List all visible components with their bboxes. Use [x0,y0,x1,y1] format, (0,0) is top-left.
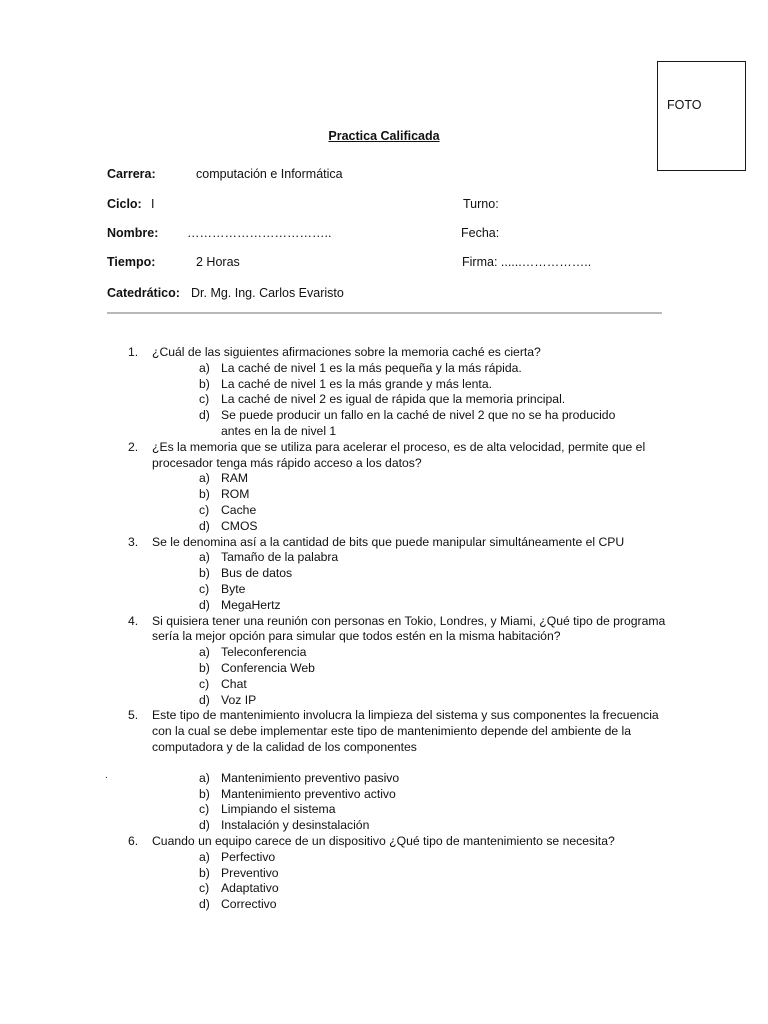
tiempo-label: Tiempo: [107,255,156,269]
carrera-value: computación e Informática [196,167,343,181]
option-item [199,897,668,913]
stray-mark: . [105,770,108,781]
option-text: Instalación y desinstalación [221,818,370,833]
firma-label: Firma: ......…………….. [462,255,592,269]
tiempo-value: 2 Horas [196,255,240,269]
photo-box [657,61,746,171]
option-list [152,361,668,440]
nombre-label: Nombre: [107,226,159,240]
option-item [199,566,668,582]
option-item [199,850,668,866]
question-5 [128,708,668,834]
option-text: Byte [221,581,246,596]
question-number: 1. [128,345,139,359]
option-text: Mantenimiento preventivo activo [221,786,396,801]
option-letter: d) [199,692,210,707]
option-text: Mantenimiento preventivo pasivo [221,770,400,785]
option-list [152,771,668,834]
option-letter: c) [199,502,210,517]
ciclo-label: Ciclo: [107,197,142,211]
carrera-label: Carrera: [107,167,156,181]
option-letter: c) [199,802,210,817]
option-letter: b) [199,566,210,581]
option-item [199,598,668,614]
nombre-value: …………………………….. [187,226,332,240]
question-number: 3. [128,534,139,549]
option-letter: a) [199,770,210,785]
option-item [199,487,668,503]
option-text: Bus de datos [221,566,293,581]
option-text: Se puede producir un fallo en la caché de nivel 2 que no se ha producido antes en la de nivel 1 [221,408,616,438]
option-text: Limpiando el sistema [221,802,336,817]
option-item [199,550,668,566]
option-text: Tamaño de la palabra [221,550,339,565]
option-text: Perfectivo [221,849,276,864]
option-letter: a) [199,360,210,375]
option-item [199,818,668,834]
question-2 [128,440,668,535]
option-text: Correctivo [221,897,277,912]
option-item [199,866,668,882]
option-text: MegaHertz [221,597,281,612]
option-text: La caché de nivel 1 es la más pequeña y la más rápida. [221,360,522,375]
question-4 [128,614,668,709]
option-letter: c) [199,881,210,896]
option-text: Preventivo [221,865,279,880]
question-number: 4. [128,613,139,628]
option-text: Chat [221,676,247,691]
option-item [199,661,668,677]
option-item [199,582,668,598]
ciclo-value: I [151,197,155,211]
option-text: CMOS [221,518,258,533]
question-1 [128,345,668,440]
option-item [199,881,668,897]
turno-label: Turno: [463,197,499,211]
option-item [199,677,668,693]
option-item [199,377,668,393]
option-text: Teleconferencia [221,645,307,660]
option-text: Cache [221,502,257,517]
option-letter: d) [199,597,210,612]
option-letter: c) [199,392,210,407]
option-letter: b) [199,487,210,502]
option-list [152,471,668,534]
option-item [199,787,668,803]
option-letter: c) [199,676,210,691]
option-item [199,361,668,377]
header-divider [107,312,662,314]
option-text: Adaptativo [221,881,279,896]
option-letter: d) [199,818,210,833]
option-text: Conferencia Web [221,660,315,675]
option-item [199,392,668,408]
option-letter: d) [199,408,210,423]
question-text: Se le denomina así a la cantidad de bits que puede manipular simultáneamente el CPU [152,534,625,549]
option-letter: b) [199,660,210,675]
question-list [128,345,668,913]
catedratico-label: Catedrático: [107,286,180,300]
option-item [199,645,668,661]
option-item [199,771,668,787]
option-list [152,550,668,613]
option-text: RAM [221,471,249,486]
option-item [199,471,668,487]
option-item [199,408,631,440]
question-number: 5. [128,708,139,723]
option-letter: c) [199,581,210,596]
photo-label: FOTO [667,98,702,112]
option-text: ROM [221,487,250,502]
question-text: Si quisiera tener una reunión con personas en Tokio, Londres, y Miami, ¿Qué tipo de programa sería la mejor opción para simular que todos estén en la misma habitación? [152,613,666,644]
option-letter: d) [199,897,210,912]
option-item [199,503,668,519]
option-list [152,850,668,913]
option-letter: a) [199,849,210,864]
option-letter: a) [199,550,210,565]
option-text: La caché de nivel 1 es la más grande y más lenta. [221,376,492,391]
option-text: La caché de nivel 2 es igual de rápida que la memoria principal. [221,392,566,407]
catedratico-value: Dr. Mg. Ing. Carlos Evaristo [191,286,344,300]
question-text: Este tipo de mantenimiento involucra la limpieza del sistema y sus componentes la frecuencia con la cual se debe implementar este tipo de mantenimiento depende del ambiente de la computadora y de la calidad de los componentes [152,708,659,754]
option-letter: b) [199,376,210,391]
question-3 [128,535,668,614]
question-text: Cuando un equipo carece de un dispositivo ¿Qué tipo de mantenimiento se necesita? [152,833,615,848]
question-number: 6. [128,833,139,848]
question-6 [128,834,668,913]
option-text: Voz IP [221,692,257,707]
fecha-label: Fecha: [461,226,500,240]
option-item [199,519,668,535]
option-letter: a) [199,645,210,660]
question-number: 2. [128,439,139,454]
option-letter: b) [199,865,210,880]
option-letter: b) [199,786,210,801]
option-list [152,645,668,708]
option-item [199,802,668,818]
question-text: ¿Cuál de las siguientes afirmaciones sobre la memoria caché es cierta? [152,345,541,359]
page-title: Practica Calificada [328,129,440,143]
option-item [199,693,668,709]
question-text: ¿Es la memoria que se utiliza para acelerar el proceso, es de alta velocidad, permite que el procesador tenga más rápido acceso a los datos? [152,439,646,470]
option-letter: a) [199,471,210,486]
option-letter: d) [199,518,210,533]
